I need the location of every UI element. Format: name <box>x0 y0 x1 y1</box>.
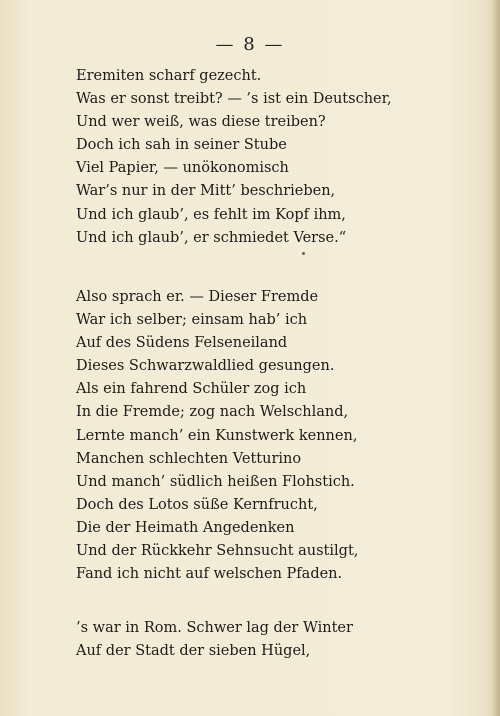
verse-line: Dieses Schwarzwaldlied gesungen. <box>76 358 335 375</box>
verse-line: Manchen schlechten Vetturino <box>76 450 302 467</box>
verse-line: Die der Heimath Angedenken <box>76 519 295 536</box>
verse-line: Und manch’ südlich heißen Flohstich. <box>76 473 355 490</box>
verse-line: War ich selber; einsam hab’ ich <box>76 312 308 329</box>
verse-line: Doch ich sah in seiner Stube <box>76 137 287 154</box>
verse-line: Eremiten scharf gezecht. <box>76 68 262 84</box>
verse-line: Und ich glaub’, es fehlt im Kopf ihm, <box>76 206 346 223</box>
verse-line: Viel Papier, — unökonomisch <box>76 160 289 177</box>
verse-line: In die Fremde; zog nach Welschland, <box>76 404 349 421</box>
stanza-1 <box>76 65 476 250</box>
verse-line: ’s war in Rom. Schwer lag der Winter <box>76 620 353 636</box>
verse-line: Also sprach er. — Dieser Fremde <box>76 289 319 305</box>
ink-speck <box>302 252 305 255</box>
verse-line: Lernte manch’ ein Kunstwerk kennen, <box>76 427 358 444</box>
verse-line: Was er sonst treibt? — ’s ist ein Deutscher, <box>76 91 392 108</box>
stanza-2 <box>76 286 476 586</box>
verse-line: Auf des Südens Felseneiland <box>76 335 288 352</box>
verse-line: Und ich glaub’, er schmiedet Verse.“ <box>76 229 347 246</box>
verse-line: Und der Rückkehr Sehnsucht austilgt, <box>76 543 359 560</box>
stanza-3 <box>76 617 476 663</box>
verse-line: War’s nur in der Mitt’ beschrieben, <box>76 183 336 200</box>
verse-line: Fand ich nicht auf welschen Pfaden. <box>76 566 343 583</box>
verse-line: Doch des Lotos süße Kernfrucht, <box>76 496 318 513</box>
page-edge-shadow <box>492 0 500 716</box>
page-number: — 8 — <box>215 34 285 55</box>
verse-line: Als ein fahrend Schüler zog ich <box>76 381 307 398</box>
verse-line: Auf der Stadt der sieben Hügel, <box>76 643 311 660</box>
verse-line: Und wer weiß, was diese treiben? <box>76 114 326 131</box>
